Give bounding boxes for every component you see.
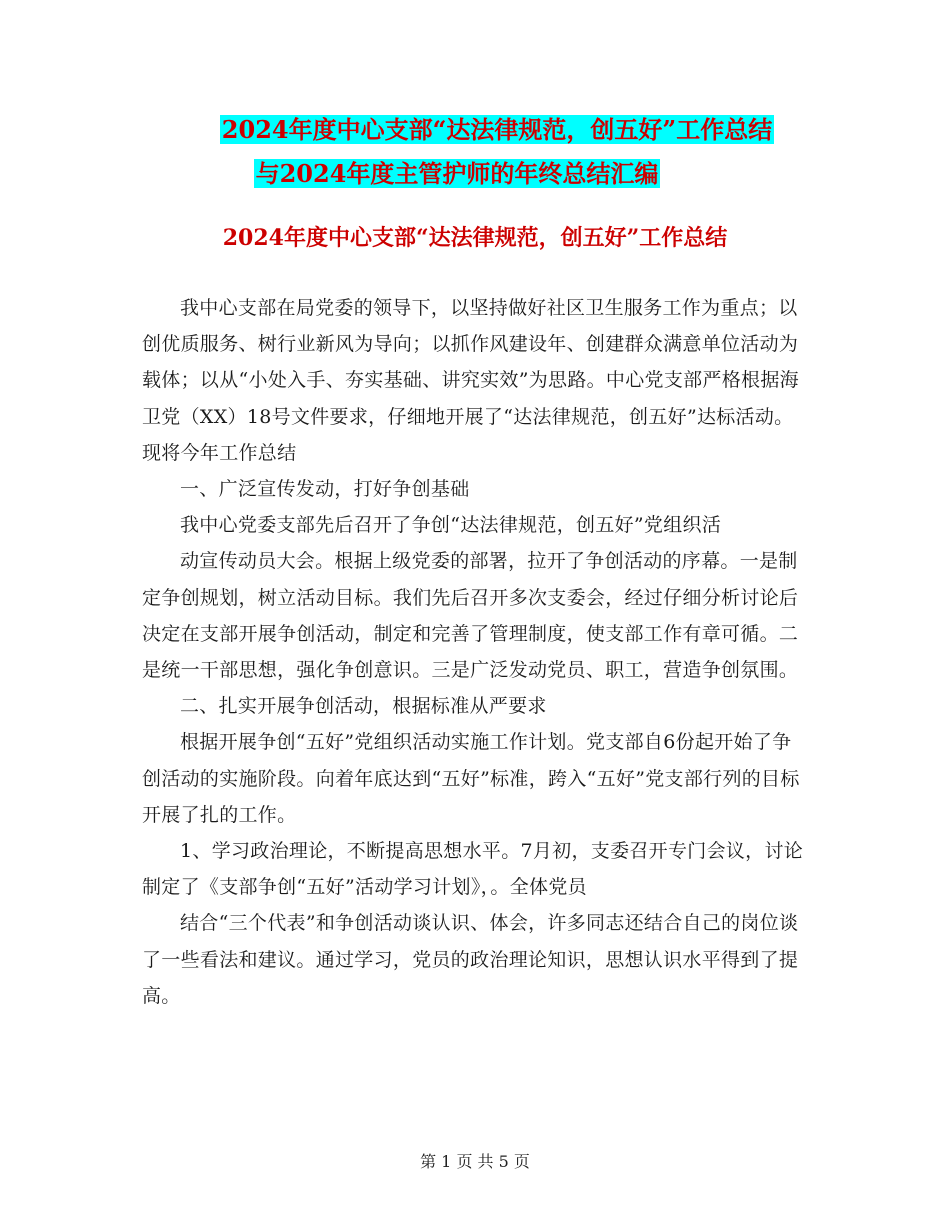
paragraph-intro: 我中心支部在局党委的领导下，以坚持做好社区卫生服务工作为重点；以创优质服务、树行业新风为导向；以抓作风建设年、创建群众满意单位活动为载体；以从“小处入手、夯实基础、讲究实效”为思路。中心党支部严格根据海卫党（XX）18号文件要求，仔细地开展了“达法律规范，创五好”达标活动。现将今年工作总结 <box>142 297 799 464</box>
paragraph-plan: 根据开展争创“五好”党组织活动实施工作计划。党支部自6份起开始了争创活动的实施阶段。向着年底达到“五好”标准，跨入“五好”党支部行列的目标开展了扎的工作。 <box>142 731 800 826</box>
paragraph-heading-2: 二、扎实开展争创活动，根据标准从严要求 <box>180 695 547 718</box>
title-highlight-1: 2024年度中心支部“达法律规范，创五好”工作总结 <box>221 115 773 144</box>
section-heading: 2024年度中心支部“达法律规范，创五好”工作总结 <box>222 225 728 251</box>
paragraph-study: 1、学习政治理论，不断提高思想水平。7月初，支委召开专门会议，讨论制定了《支部争创“五好”活动学习计划》，。全体党员 <box>142 840 804 899</box>
paragraph-meeting: 我中心党委支部先后召开了争创“达法律规范，创五好”党组织活 <box>180 514 722 537</box>
title-highlight-2: 与2024年度主管护师的年终总结汇编 <box>255 159 659 188</box>
body-text <box>142 290 810 1014</box>
document-title-line-2 <box>0 156 932 192</box>
page-footer: 第 1 页 共 5 页 <box>420 1152 530 1171</box>
document-title-line-1 <box>22 112 950 148</box>
paragraph-results: 结合“三个代表”和争创活动谈认识、体会，许多同志还结合自己的岗位谈了一些看法和建议。通过学习，党员的政治理论知识，思想认识水平得到了提高。 <box>142 912 799 1007</box>
paragraph-mobilization: 动宣传动员大会。根据上级党委的部署，拉开了争创活动的序幕。一是制定争创规划，树立活动目标。我们先后召开多次支委会，经过仔细分析讨论后决定在支部开展争创活动，制定和完善了管理制度，使支部工作有章可循。二是统一干部思想，强化争创意识。三是广泛发动党员、职工，营造争创氛围。 <box>142 550 799 682</box>
paragraph-heading-1: 一、广泛宣传发动，打好争创基础 <box>180 478 470 501</box>
